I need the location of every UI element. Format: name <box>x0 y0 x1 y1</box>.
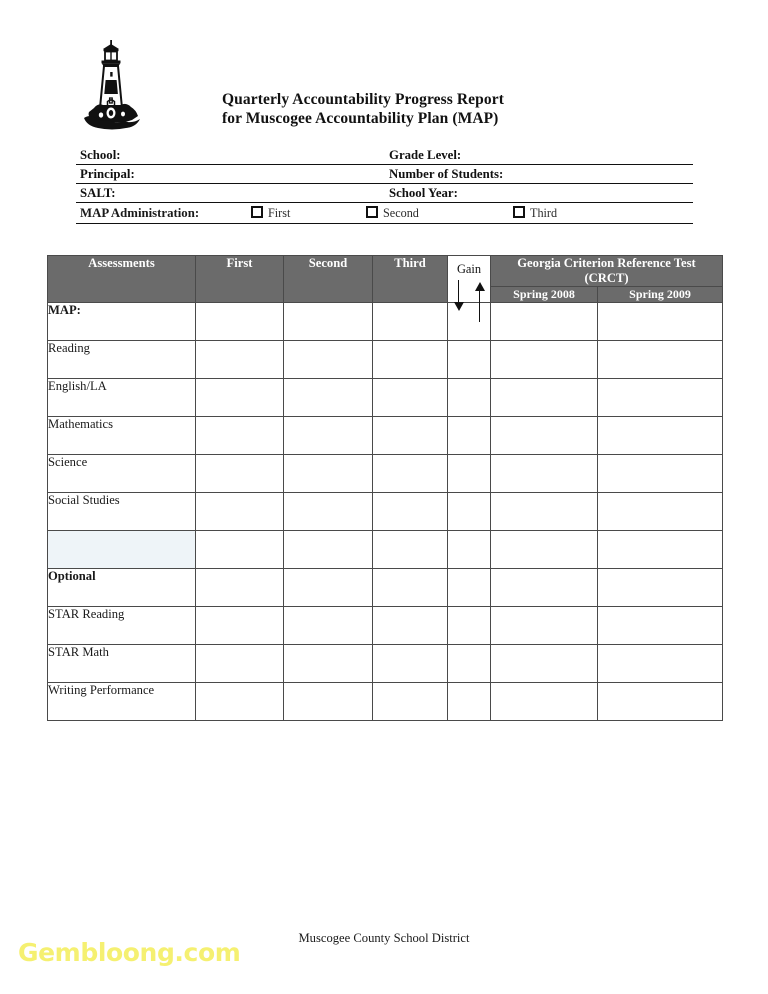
assessment-table <box>47 255 723 721</box>
cell-third[interactable] <box>373 455 448 493</box>
cell-spring-2008[interactable] <box>491 607 598 645</box>
cell-spring-2009[interactable] <box>598 493 723 531</box>
form-row-salt <box>76 184 693 203</box>
column-header-third: Third <box>373 256 448 303</box>
page-title-line-2: for Muscogee Accountability Plan (MAP) <box>222 110 499 127</box>
cell-spring-2008[interactable] <box>491 645 598 683</box>
row-label <box>48 531 196 569</box>
column-header-gain <box>448 256 491 303</box>
cell-spring-2009[interactable] <box>598 455 723 493</box>
checkbox-icon[interactable] <box>513 206 525 218</box>
cell-first[interactable] <box>196 683 284 721</box>
cell-spring-2009[interactable] <box>598 569 723 607</box>
footer-text: Muscogee County School District <box>298 931 470 945</box>
checkbox-option-first[interactable] <box>251 206 290 221</box>
arrow-down-icon <box>453 280 465 322</box>
cell-spring-2008[interactable] <box>491 455 598 493</box>
column-header-first: First <box>196 256 284 303</box>
arrow-up-icon <box>474 280 486 322</box>
cell-first[interactable] <box>196 493 284 531</box>
label-map-administration: MAP Administration: <box>80 206 200 220</box>
assessment-table-wrapper <box>47 255 722 721</box>
cell-first[interactable] <box>196 417 284 455</box>
cell-third[interactable] <box>373 607 448 645</box>
row-label: English/LA <box>48 379 196 417</box>
table-row <box>48 683 723 721</box>
row-label: STAR Math <box>48 645 196 683</box>
document-header <box>0 32 768 140</box>
cell-second[interactable] <box>284 645 373 683</box>
cell-second[interactable] <box>284 455 373 493</box>
row-label: Reading <box>48 341 196 379</box>
column-header-second: Second <box>284 256 373 303</box>
label-school-year: School Year: <box>389 186 458 200</box>
cell-third[interactable] <box>373 569 448 607</box>
cell-spring-2009[interactable] <box>598 379 723 417</box>
cell-spring-2009[interactable] <box>598 303 723 341</box>
table-row <box>48 645 723 683</box>
table-row <box>48 455 723 493</box>
cell-first[interactable] <box>196 645 284 683</box>
gain-label: Gain <box>456 262 482 276</box>
school-info-form <box>76 146 693 224</box>
form-row-map-administration <box>76 203 693 224</box>
checkbox-icon[interactable] <box>366 206 378 218</box>
label-school: School: <box>80 148 121 162</box>
table-row <box>48 417 723 455</box>
row-label: MAP: <box>48 303 196 341</box>
cell-second[interactable] <box>284 303 373 341</box>
row-label: Writing Performance <box>48 683 196 721</box>
cell-gain[interactable] <box>448 607 491 645</box>
cell-first[interactable] <box>196 379 284 417</box>
cell-first[interactable] <box>196 569 284 607</box>
cell-third[interactable] <box>373 417 448 455</box>
cell-first[interactable] <box>196 455 284 493</box>
cell-gain[interactable] <box>448 683 491 721</box>
cell-gain[interactable] <box>448 531 491 569</box>
cell-second[interactable] <box>284 531 373 569</box>
cell-spring-2009[interactable] <box>598 531 723 569</box>
cell-third[interactable] <box>373 645 448 683</box>
cell-third[interactable] <box>373 683 448 721</box>
column-header-assessments: Assessments <box>48 256 196 303</box>
label-principal: Principal: <box>80 167 135 181</box>
row-label: STAR Reading <box>48 607 196 645</box>
cell-spring-2008[interactable] <box>491 379 598 417</box>
assessment-table-head <box>48 256 723 303</box>
label-number-of-students: Number of Students: <box>389 167 504 181</box>
cell-first[interactable] <box>196 607 284 645</box>
cell-gain[interactable] <box>448 455 491 493</box>
assessment-table-body <box>48 303 723 721</box>
lighthouse-icon <box>76 34 148 138</box>
cell-first[interactable] <box>196 531 284 569</box>
cell-second[interactable] <box>284 417 373 455</box>
row-label: Mathematics <box>48 417 196 455</box>
cell-second[interactable] <box>284 379 373 417</box>
table-header-row-1 <box>48 256 723 287</box>
checkbox-label-second: Second <box>383 206 419 220</box>
cell-spring-2008[interactable] <box>491 417 598 455</box>
checkbox-icon[interactable] <box>251 206 263 218</box>
cell-spring-2008[interactable] <box>491 341 598 379</box>
checkbox-label-first: First <box>268 206 291 220</box>
table-row <box>48 531 723 569</box>
cell-third[interactable] <box>373 493 448 531</box>
label-salt: SALT: <box>80 186 116 200</box>
cell-second[interactable] <box>284 607 373 645</box>
cell-spring-2009[interactable] <box>598 607 723 645</box>
cell-first[interactable] <box>196 341 284 379</box>
label-grade-level: Grade Level: <box>389 148 462 162</box>
cell-second[interactable] <box>284 493 373 531</box>
table-row <box>48 607 723 645</box>
cell-spring-2009[interactable] <box>598 645 723 683</box>
form-row-school <box>76 146 693 165</box>
checkbox-label-third: Third <box>530 206 558 220</box>
column-header-spring-2009: Spring 2009 <box>598 287 723 303</box>
watermark: Gembloong.com <box>18 938 241 967</box>
cell-gain[interactable] <box>448 379 491 417</box>
cell-second[interactable] <box>284 683 373 721</box>
row-label: Social Studies <box>48 493 196 531</box>
column-header-spring-2008: Spring 2008 <box>491 287 598 303</box>
cell-third[interactable] <box>373 341 448 379</box>
cell-spring-2009[interactable] <box>598 417 723 455</box>
cell-gain[interactable] <box>448 645 491 683</box>
table-row <box>48 569 723 607</box>
cell-third[interactable] <box>373 303 448 341</box>
table-row <box>48 341 723 379</box>
cell-gain[interactable] <box>448 493 491 531</box>
cell-gain[interactable] <box>448 569 491 607</box>
row-label: Science <box>48 455 196 493</box>
cell-third[interactable] <box>373 531 448 569</box>
table-row <box>48 493 723 531</box>
crct-line-1: Georgia Criterion Reference Test <box>517 256 696 270</box>
cell-first[interactable] <box>196 303 284 341</box>
cell-spring-2008[interactable] <box>491 493 598 531</box>
gain-arrows <box>448 280 490 325</box>
table-row <box>48 303 723 341</box>
cell-gain[interactable] <box>448 417 491 455</box>
cell-spring-2008[interactable] <box>491 569 598 607</box>
crct-line-2: (CRCT) <box>584 271 629 285</box>
cell-spring-2009[interactable] <box>598 341 723 379</box>
table-row <box>48 379 723 417</box>
cell-spring-2008[interactable] <box>491 303 598 341</box>
cell-spring-2009[interactable] <box>598 683 723 721</box>
page-title <box>222 90 622 128</box>
cell-gain[interactable] <box>448 341 491 379</box>
form-row-principal <box>76 165 693 184</box>
cell-second[interactable] <box>284 341 373 379</box>
page-title-line-1: Quarterly Accountability Progress Report <box>222 91 504 108</box>
checkbox-option-third[interactable] <box>513 206 557 221</box>
cell-spring-2008[interactable] <box>491 531 598 569</box>
checkbox-option-second[interactable] <box>366 206 419 221</box>
cell-spring-2008[interactable] <box>491 683 598 721</box>
row-label: Optional <box>48 569 196 607</box>
column-header-crct <box>491 256 723 287</box>
cell-third[interactable] <box>373 379 448 417</box>
cell-second[interactable] <box>284 569 373 607</box>
